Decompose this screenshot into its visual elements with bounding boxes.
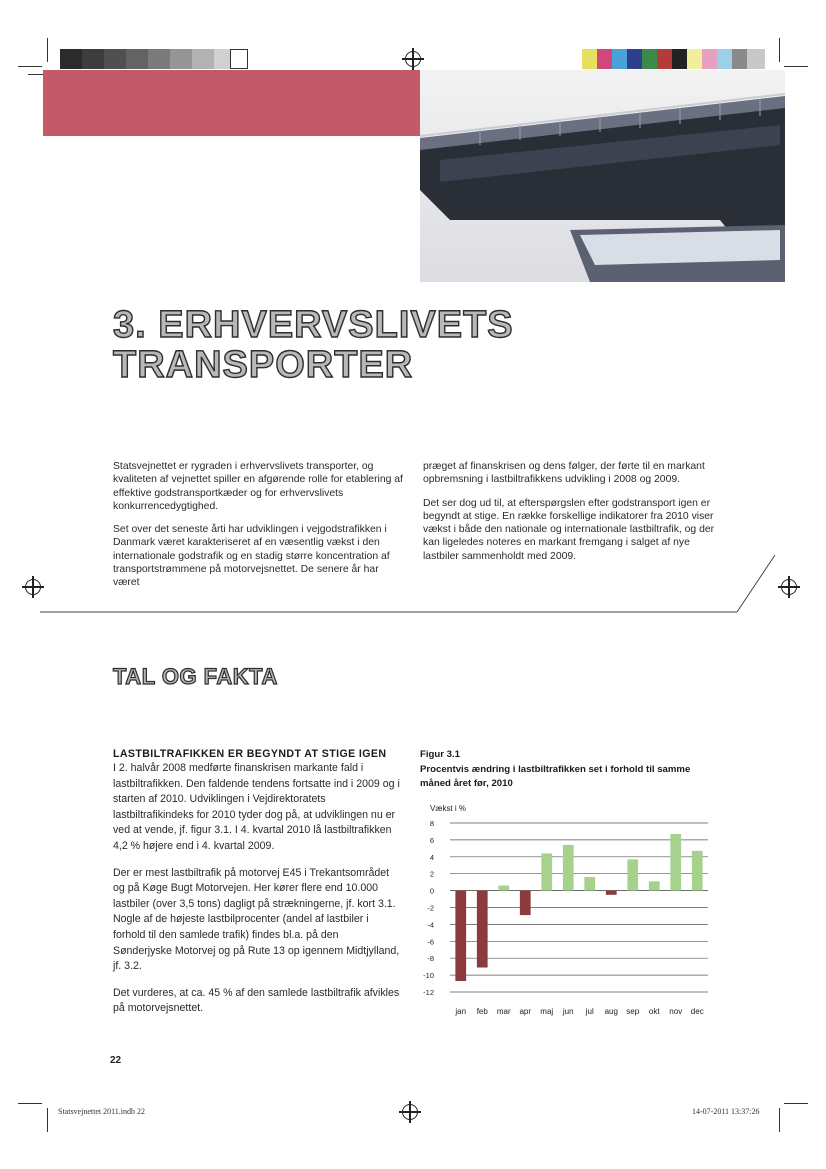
bar-jun [563, 845, 574, 891]
y-tick-label: 4 [429, 852, 434, 862]
bar-sep [627, 859, 638, 890]
bar-aug [606, 891, 617, 895]
y-tick-label: 2 [429, 869, 434, 879]
slug-date: 14-07-2011 13:37:26 [692, 1107, 760, 1116]
bar-jan [455, 891, 466, 981]
page-number: 22 [110, 1055, 122, 1066]
bar-dec [692, 851, 703, 891]
section-heading: TAL OG FAKTA [113, 664, 278, 689]
x-tick-label: sep [626, 1007, 640, 1016]
x-tick-label: maj [540, 1007, 554, 1016]
x-tick-label: feb [476, 1007, 488, 1016]
registration-mark-bottom [402, 1104, 418, 1120]
intro-paragraph: præget af finanskrisen og dens følger, der førte til en markant opbremsning i lastbiltrafikkens udvikling i 2008 og 2009. [423, 461, 705, 486]
y-axis-label: Vækst i % [430, 804, 467, 813]
intro-paragraph: Statsvejnettet er rygraden i erhvervslivets transporter, og kvaliteten af vejnettet spiller en afgørende rolle for etablering af effektive godstransportkæder og for erhvervslivets konkurrencedygtighed. [113, 461, 403, 512]
y-tick-label: -6 [427, 937, 434, 947]
y-tick-label: -2 [427, 903, 434, 913]
section-divider [40, 550, 780, 620]
figure-3-1 [420, 749, 720, 790]
bar-mar [498, 886, 509, 891]
article-subheading: LASTBILTRAFIKKEN ER BEGYNDT AT STIGE IGEN [113, 748, 387, 760]
registration-mark-left [25, 579, 41, 595]
bar-apr [520, 891, 531, 916]
intro-paragraph: Det ser dog ud til, at efterspørgslen efter godstransport igen er begyndt at stige. En række forskellige indikatorer fra 2010 viser vækst i både den nationale og internationale lastbiltrafik, og der kan ligeledes noteres en markant fremgang i salget af nye lastbiler sammenholdt med 2009. [423, 497, 715, 562]
x-tick-label: apr [519, 1007, 532, 1016]
header-photo-bridge [420, 70, 785, 282]
intro-paragraph: Set over det seneste årti har udviklingen i vejgodstrafikken i Danmark været karakteriseret af en væsentlig vækst i den internationale godstrafik og en stadig større koncentration af transportstrømmene på motorvejsnettet. De senere år har været [113, 524, 390, 589]
bar-jul [584, 877, 595, 891]
header-banner [43, 70, 485, 136]
y-tick-label: -12 [423, 988, 434, 997]
y-tick-label: 6 [429, 835, 434, 845]
x-tick-label: jul [585, 1007, 594, 1016]
x-tick-label: aug [604, 1007, 618, 1016]
chapter-title [113, 305, 514, 385]
y-tick-label: 0 [429, 886, 434, 896]
x-tick-label: jun [562, 1007, 574, 1016]
bar-okt [649, 881, 660, 890]
x-tick-label: dec [690, 1007, 704, 1016]
article-paragraph: Det vurderes, at ca. 45 % af den samlede lastbiltrafik afvikles på motorvejsnettet. [113, 986, 400, 1015]
chapter-title-line-2: TRANSPORTER [113, 344, 414, 386]
article-body [113, 748, 400, 1028]
bar-nov [670, 834, 681, 891]
article-paragraph: I 2. halvår 2008 medførte finanskrisen markante fald i lastbiltrafikken. Den faldende tendens fortsatte ind i 2009 og i starten af 2010. Udviklingen i Vejdirektoratets lastbiltrafikindeks for 2010 tyder dog på, at udviklingen nu er ved at vende, jf. figur 3.1. I 4. kvartal 2010 lå lastbiltrafikken 4,2 % højere end i 4. kvartal 2009. [113, 762, 400, 852]
bar-feb [477, 891, 488, 968]
y-tick-label: -10 [423, 971, 434, 981]
bar-chart [410, 798, 720, 1023]
chapter-title-line-1: 3. ERHVERVSLIVETS [113, 304, 514, 346]
x-tick-label: jan [455, 1007, 467, 1016]
y-tick-label: -8 [427, 954, 434, 964]
article-paragraph: Der er mest lastbiltrafik på motorvej E45 i Trekantsområdet og på Køge Bugt Motorvejen. Her kører flere end 10.000 lastbiler (over 3,5 tons) dagligt på strækningerne, jf. kort 3.1. Nogle af de højeste lastbilprocenter (andel af lastbiler i forhold til den samlede trafik) findes bl.a. på den Sønderjyske Motorvej og på Rute 13 op igennem Midtjylland, jf. 3.2. [113, 866, 400, 973]
figure-caption: Procentvis ændring i lastbiltrafikken set i forhold til samme måned året før, 2010 [420, 764, 691, 789]
bar-maj [541, 853, 552, 890]
y-tick-label: -4 [427, 920, 434, 930]
registration-mark-top [405, 51, 421, 67]
x-tick-label: mar [496, 1007, 511, 1016]
y-tick-label: 8 [429, 819, 434, 828]
figure-label: Figur 3.1 [420, 749, 460, 760]
slug-file-name: Statsvejnettet 2011.indb 22 [58, 1107, 146, 1116]
x-tick-label: okt [648, 1007, 660, 1016]
x-tick-label: nov [669, 1007, 683, 1016]
registration-mark-right [781, 579, 797, 595]
